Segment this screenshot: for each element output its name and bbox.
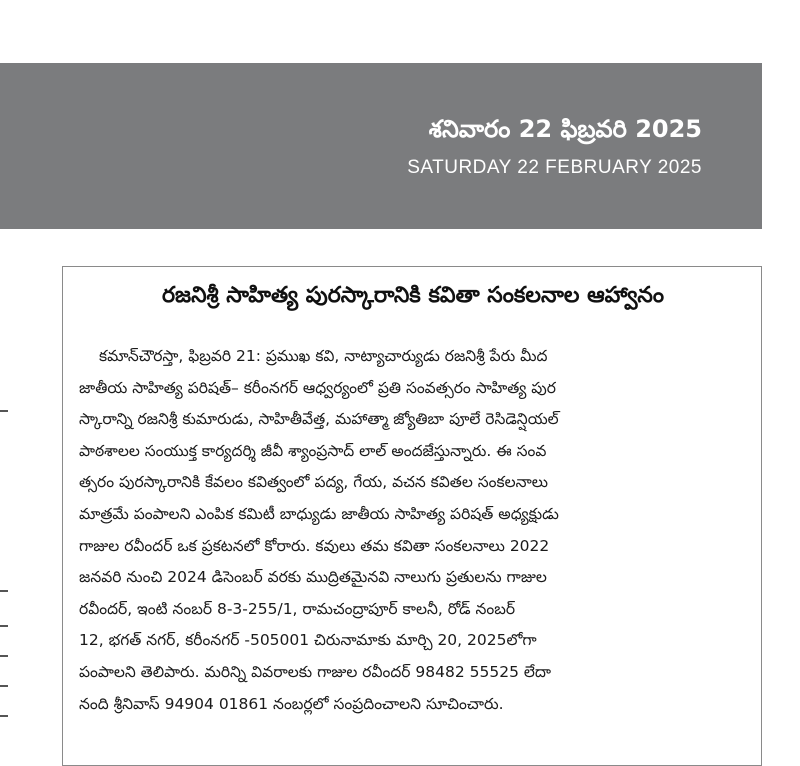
article-line: స్కారాన్ని రజనిశ్రీ కుమారుడు, సాహితీవేత్త, మహాత్మా జ్యోతిబా పూలే రెసిడెన్షియల్ — [79, 410, 559, 429]
date-english: SATURDAY 22 FEBRUARY 2025 — [407, 157, 702, 178]
article-line: జాతీయ సాహిత్య పరిషత్– కరీంనగర్ ఆధ్వర్యంలో ప్రతి సంవత్సరం సాహిత్య పుర — [79, 378, 556, 397]
date-telugu: శనివారం 22 ఫిబ్రవరి 2025 — [428, 115, 702, 143]
news-article — [62, 266, 762, 766]
article-line: నంది శ్రీనివాస్ 94904 01861 నంబర్లలో సంప్రదించాలని సూచించారు. — [79, 694, 504, 713]
article-body — [79, 341, 747, 720]
date-header-band — [0, 63, 762, 229]
article-line: పాఠశాలల సంయుక్త కార్యదర్శి జీవీ శ్యాంప్రసాద్ లాల్ అందజేస్తున్నారు. ఈ సంవ — [79, 441, 547, 460]
article-line: త్సరం పురస్కారానికి కేవలం కవిత్వంలో పద్య, గేయ, వచన కవితల సంకలనాలు — [79, 473, 549, 492]
article-line: పంపాలని తెలిపారు. మరిన్ని వివరాలకు గాజుల రవీందర్ 98482 55525 లేదా — [79, 662, 551, 681]
article-headline: రజనిశ్రీ సాహిత్య పురస్కారానికి కవితా సంకలనాల ఆహ్వానం — [161, 283, 665, 308]
article-line: 12, భగత్ నగర్, కరీంనగర్ -505001 చిరునామాకు మార్చి 20, 2025లోగా — [79, 631, 537, 650]
article-line: గాజుల రవీందర్ ఒక ప్రకటనలో కోరారు. కవులు తమ కవితా సంకలనాలు 2022 — [79, 536, 550, 555]
article-line: కమాన్‌చౌరస్తా, ఫిబ్రవరి 21: ప్రముఖ కవి, నాట్యాచార్యుడు రజనిశ్రీ పేరు మీద — [99, 347, 548, 365]
article-line: మాత్రమే పంపాలని ఎంపిక కమిటీ బాధ్యుడు జాతీయ సాహిత్య పరిషత్ అధ్యక్షుడు — [79, 504, 559, 523]
article-line: జనవరి నుంచి 2024 డిసెంబర్ వరకు ముద్రితమైనవి నాలుగు ప్రతులను గాజుల — [79, 568, 547, 587]
adjacent-column-edge — [0, 260, 12, 752]
article-line: రవీందర్, ఇంటి నంబర్ 8-3-255/1, రామచంద్రాపూర్ కాలనీ, రోడ్ నంబర్ — [79, 599, 516, 618]
